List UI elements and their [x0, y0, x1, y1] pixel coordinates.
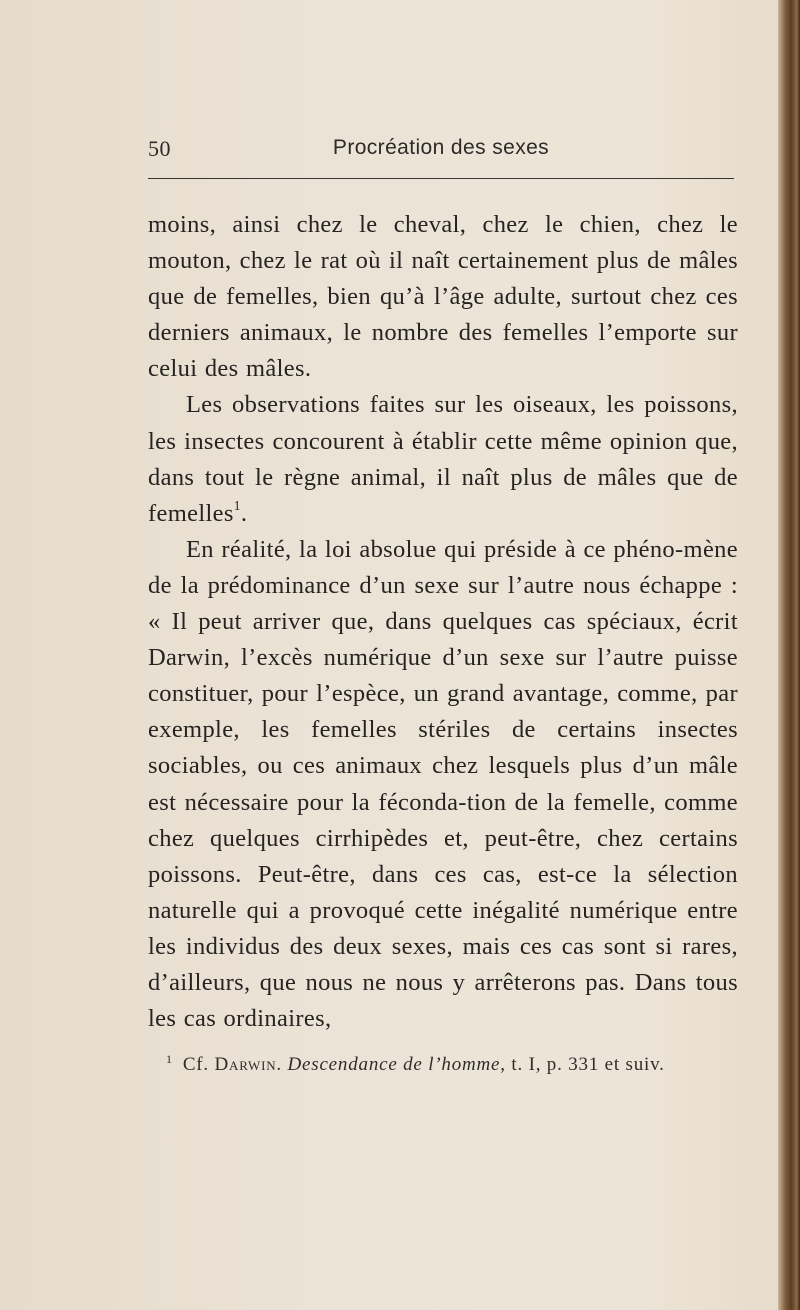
footnote-citation: , t. I, p. 331 et suiv.: [500, 1054, 665, 1075]
running-title: Procréation des sexes: [332, 136, 550, 159]
paragraph: moins, ainsi chez le cheval, chez le chien, chez le mouton, chez le rat où il naît certainement plus de mâles que de femelles, bien qu’à l’âge adulte, surtout chez ces derniers animaux, le nombre des femelles l’emporte sur celui des mâles.: [148, 211, 738, 383]
header-rule: [148, 178, 734, 179]
paragraph: [148, 387, 738, 531]
page-number: 50: [148, 136, 171, 161]
footnote-marker: 1: [166, 1052, 173, 1066]
paragraph-end: .: [240, 499, 248, 527]
body-text: [148, 207, 738, 1037]
paragraph: En réalité, la loi absolue qui préside à ce phéno-mène de la prédominance d’un sexe sur l’autre nous échappe : « Il peut arriver que, dans quelques cas spéciaux, écrit Darwin, l’excès numérique d’un sexe sur l’autre puisse constituer, pour l’espèce, un grand avantage, comme, par exemple, les femelles stériles de certains insectes sociables, ou ces animaux chez lesquels plus d’un mâle est nécessaire pour la féconda-tion de la femelle, comme chez quelques cirrhipèdes et, peut-être, chez certains poissons. Peut-être, dans ces cas, est-ce la sélection naturelle qui a provoqué cette inégalité numérique entre les individus des deux sexes, mais ces cas sont si rares, d’ailleurs, que nous ne nous y arrêterons pas. Dans tous les cas ordinaires,: [148, 535, 738, 1033]
page-edge: [778, 0, 800, 1310]
footnote: [148, 1052, 738, 1076]
footnote-work-title: Descendance de l’homme: [287, 1054, 501, 1075]
footnote-reference: 1: [233, 497, 241, 513]
footnote-author: Darwin.: [214, 1054, 282, 1075]
page-header: [148, 136, 734, 166]
paragraph-text: Les observations faites sur les oiseaux, les poissons, les insectes concourent à établir cette même opinion que, dans tout le règne animal, il naît plus de mâles que de femelles: [148, 391, 738, 527]
footnote-prefix: Cf.: [182, 1054, 209, 1075]
